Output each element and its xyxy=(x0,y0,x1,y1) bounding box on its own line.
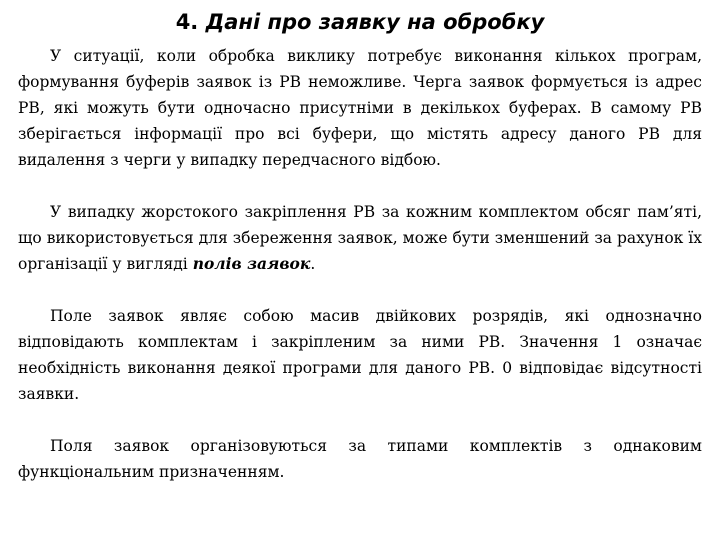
paragraph-1: У ситуації, коли обробка виклику потребує виконання кількох програм, формування буферів заявок із РВ неможливе. Черга заявок формується із адрес РВ, які можуть бути одночасно присутніми в декількох буферах. В самому РВ зберігається інформації про всі буфери, що містять адресу даного РВ для видалення з черги у випадку передчасного відбою. xyxy=(18,47,702,169)
paragraph-2-text-after: . xyxy=(310,255,316,273)
title-number: 4. xyxy=(175,10,199,34)
paragraph-2 xyxy=(18,199,702,277)
slide-body xyxy=(18,43,702,485)
paragraph-4: Поля заявок організовуються за типами комплектів з однаковим функціональним призначенням. xyxy=(18,437,702,481)
paragraph-2-text-before: У випадку жорстокого закріплення РВ за кожним комплектом обсяг пам’яті, що використовується для збереження заявок, може бути зменшений за рахунок їх організації у вигляді xyxy=(18,203,702,273)
paragraph-3: Поле заявок являє собою масив двійкових розрядів, які однозначно відповідають комплектам і закріпленим за ними РВ. Значення 1 означає необхідність виконання деякої програми для даного РВ. 0 відповідає відсутності заявки. xyxy=(18,307,702,403)
slide-title xyxy=(18,0,702,43)
emphasized-term: полів заявок xyxy=(192,254,311,273)
title-text: Дані про заявку на обробку xyxy=(205,10,545,34)
